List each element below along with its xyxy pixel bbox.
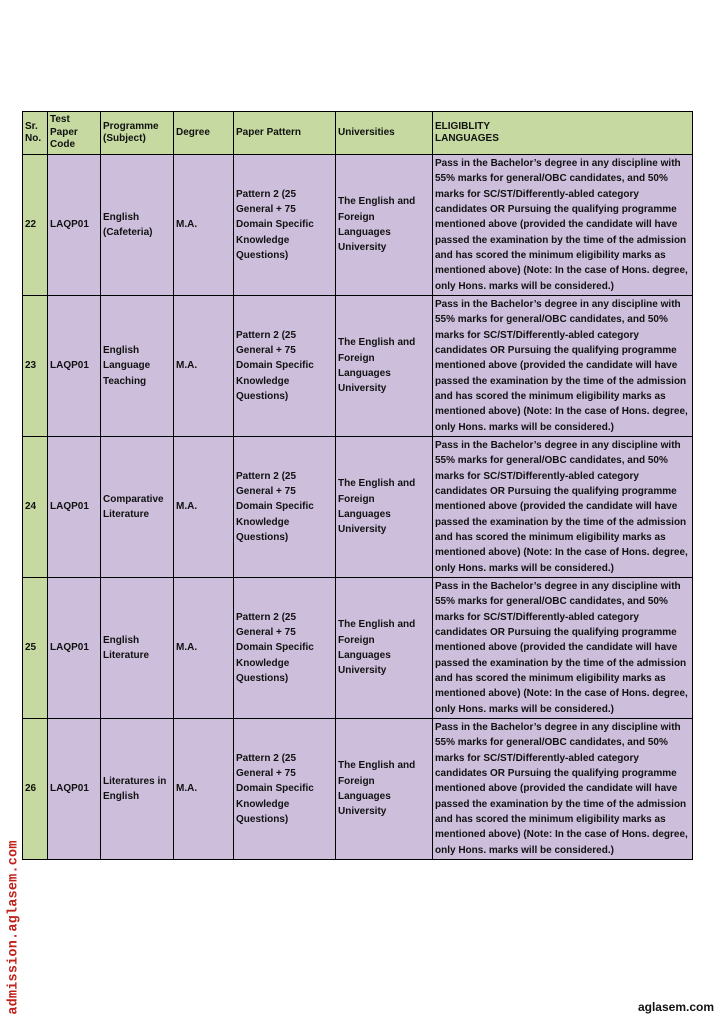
header-degree: Degree <box>174 112 234 155</box>
paper-pattern-cell: Pattern 2 (25 General + 75 Domain Specific Knowledge Questions) <box>234 719 336 860</box>
degree-cell: M.A. <box>174 578 234 719</box>
paper-pattern-cell: Pattern 2 (25 General + 75 Domain Specific Knowledge Questions) <box>234 155 336 296</box>
table-row <box>23 155 693 296</box>
sr-no-cell: 22 <box>23 155 48 296</box>
university-cell: The English and Foreign Languages University <box>336 578 433 719</box>
sr-no-cell: 25 <box>23 578 48 719</box>
sr-no-cell: 26 <box>23 719 48 860</box>
header-universities: Universities <box>336 112 433 155</box>
eligibility-cell: Pass in the Bachelor’s degree in any discipline with 55% marks for general/OBC candidates, and 50% marks for SC/ST/Differently-abled category candidates OR Pursuing the qualifying programme mentioned above (provided the candidate will have passed the examination by the time of the admission and has scored the minimum eligibility marks as mentioned above) (Note: In the case of Hons. degree, only Hons. marks will be considered.) <box>433 578 693 719</box>
paper-pattern-cell: Pattern 2 (25 General + 75 Domain Specific Knowledge Questions) <box>234 437 336 578</box>
header-paper-pattern: Paper Pattern <box>234 112 336 155</box>
university-cell: The English and Foreign Languages University <box>336 719 433 860</box>
footer-brand: aglasem.com <box>637 1000 714 1014</box>
degree-cell: M.A. <box>174 155 234 296</box>
sr-no-cell: 24 <box>23 437 48 578</box>
watermark-url: admission.aglasem.com <box>6 840 22 1015</box>
table-row <box>23 296 693 437</box>
degree-cell: M.A. <box>174 296 234 437</box>
degree-cell: M.A. <box>174 719 234 860</box>
table-row <box>23 578 693 719</box>
eligibility-cell: Pass in the Bachelor’s degree in any discipline with 55% marks for general/OBC candidates, and 50% marks for SC/ST/Differently-abled category candidates OR Pursuing the qualifying programme mentioned above (provided the candidate will have passed the examination by the time of the admission and has scored the minimum eligibility marks as mentioned above) (Note: In the case of Hons. degree, only Hons. marks will be considered.) <box>433 719 693 860</box>
programme-cell: Literatures in English <box>101 719 174 860</box>
header-eligibility-line2: LANGUAGES <box>435 133 499 144</box>
header-test-paper-code: Test Paper Code <box>48 112 101 155</box>
paper-code-cell: LAQP01 <box>48 719 101 860</box>
programme-cell: English Language Teaching <box>101 296 174 437</box>
programme-cell: Comparative Literature <box>101 437 174 578</box>
eligibility-cell: Pass in the Bachelor’s degree in any discipline with 55% marks for general/OBC candidates, and 50% marks for SC/ST/Differently-abled category candidates OR Pursuing the qualifying programme mentioned above (provided the candidate will have passed the examination by the time of the admission and has scored the minimum eligibility marks as mentioned above) (Note: In the case of Hons. degree, only Hons. marks will be considered.) <box>433 437 693 578</box>
university-cell: The English and Foreign Languages University <box>336 437 433 578</box>
header-eligibility-line1: ELIGIBLITY <box>435 120 490 132</box>
degree-cell: M.A. <box>174 437 234 578</box>
university-cell: The English and Foreign Languages University <box>336 296 433 437</box>
paper-code-cell: LAQP01 <box>48 578 101 719</box>
eligibility-cell: Pass in the Bachelor’s degree in any discipline with 55% marks for general/OBC candidates, and 50% marks for SC/ST/Differently-abled category candidates OR Pursuing the qualifying programme mentioned above (provided the candidate will have passed the examination by the time of the admission and has scored the minimum eligibility marks as mentioned above) (Note: In the case of Hons. degree, only Hons. marks will be considered.) <box>433 296 693 437</box>
header-eligibility <box>433 112 693 155</box>
eligibility-cell: Pass in the Bachelor’s degree in any discipline with 55% marks for general/OBC candidates, and 50% marks for SC/ST/Differently-abled category candidates OR Pursuing the qualifying programme mentioned above (provided the candidate will have passed the examination by the time of the admission and has scored the minimum eligibility marks as mentioned above) (Note: In the case of Hons. degree, only Hons. marks will be considered.) <box>433 155 693 296</box>
paper-pattern-cell: Pattern 2 (25 General + 75 Domain Specific Knowledge Questions) <box>234 296 336 437</box>
eligibility-table <box>22 111 693 860</box>
table-row <box>23 719 693 860</box>
paper-code-cell: LAQP01 <box>48 437 101 578</box>
paper-code-cell: LAQP01 <box>48 296 101 437</box>
table-row <box>23 437 693 578</box>
paper-pattern-cell: Pattern 2 (25 General + 75 Domain Specific Knowledge Questions) <box>234 578 336 719</box>
header-programme: Programme (Subject) <box>101 112 174 155</box>
university-cell: The English and Foreign Languages University <box>336 155 433 296</box>
header-sr-no: Sr. No. <box>23 112 48 155</box>
paper-code-cell: LAQP01 <box>48 155 101 296</box>
table-header-row <box>23 112 693 155</box>
programme-cell: English (Cafeteria) <box>101 155 174 296</box>
programme-cell: English Literature <box>101 578 174 719</box>
sr-no-cell: 23 <box>23 296 48 437</box>
